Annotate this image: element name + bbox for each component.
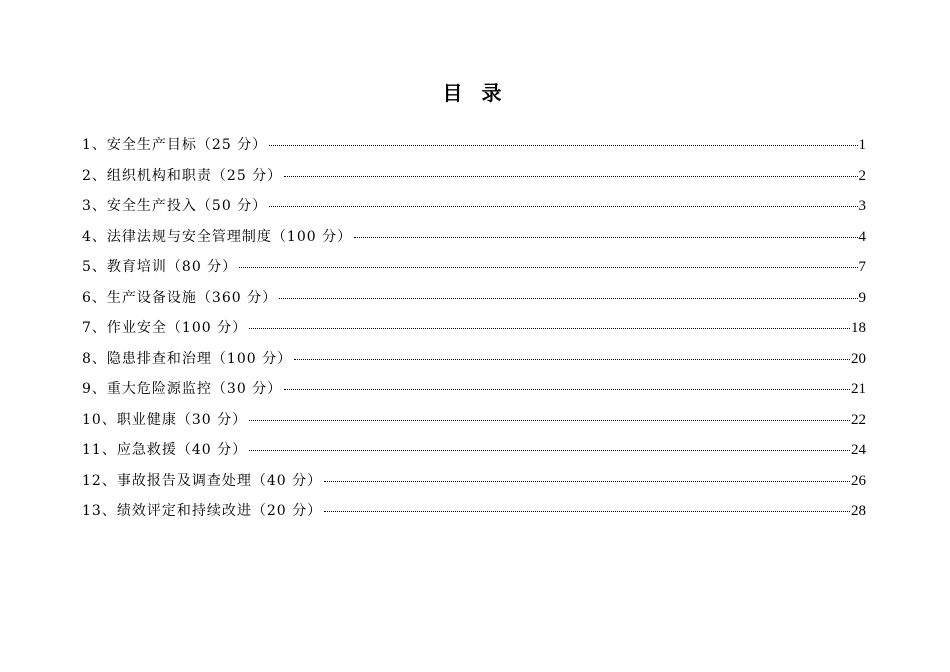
toc-entry-label: 7、作业安全（100 分） [82, 320, 248, 336]
toc-entry-page: 3 [858, 198, 866, 214]
toc-dot-leader [249, 327, 850, 329]
toc-dot-leader [324, 510, 850, 512]
toc-title: 目 录 [442, 81, 508, 105]
toc-dot-leader [284, 175, 857, 177]
toc-entry[interactable] [82, 164, 866, 195]
toc-dot-leader [284, 388, 850, 390]
toc-entry-label: 9、重大危险源监控（30 分） [82, 381, 283, 397]
toc-entry[interactable] [82, 286, 866, 317]
toc-entry-label: 3、安全生产投入（50 分） [82, 198, 268, 214]
toc-dot-leader [269, 205, 857, 207]
toc-dot-leader [279, 297, 857, 299]
toc-entry-label: 12、事故报告及调查处理（40 分） [82, 472, 323, 489]
toc-dot-leader [354, 236, 857, 238]
toc-entry[interactable] [82, 194, 866, 225]
toc-entry-page: 26 [851, 472, 866, 489]
toc-dot-leader [249, 419, 850, 421]
toc-entry[interactable] [82, 316, 866, 347]
toc-entry-page: 18 [851, 320, 866, 336]
toc-entry-label: 5、教育培训（80 分） [82, 259, 238, 275]
toc-entry-page: 24 [851, 442, 866, 458]
toc-entry-label: 13、绩效评定和持续改进（20 分） [82, 503, 323, 519]
toc-entry-label: 2、组织机构和职责（25 分） [82, 167, 283, 184]
toc-entry[interactable] [82, 469, 866, 500]
toc-entry-page: 28 [851, 503, 866, 519]
toc-entry-label: 11、应急救援（40 分） [82, 442, 248, 458]
toc-entry-label: 10、职业健康（30 分） [82, 411, 248, 428]
toc-dot-leader [249, 449, 850, 451]
toc-dot-leader [294, 358, 850, 360]
toc-entry[interactable] [82, 408, 866, 439]
toc-dot-leader [269, 144, 857, 146]
toc-entry-page: 4 [858, 228, 866, 245]
toc-entry-label: 8、隐患排查和治理（100 分） [82, 350, 293, 367]
toc-entry-label: 4、法律法规与安全管理制度（100 分） [82, 228, 353, 245]
toc-entry[interactable] [82, 377, 866, 408]
toc-entry-page: 22 [851, 411, 866, 428]
toc-entry-page: 9 [858, 289, 866, 306]
toc-entry-page: 21 [851, 381, 866, 397]
toc-entry-label: 6、生产设备设施（360 分） [82, 289, 278, 306]
toc-dot-leader [324, 480, 850, 482]
toc-list [82, 133, 866, 530]
toc-entry-page: 20 [851, 350, 866, 367]
toc-entry-page: 2 [858, 167, 866, 184]
toc-entry[interactable] [82, 255, 866, 286]
toc-entry[interactable] [82, 438, 866, 469]
toc-entry[interactable] [82, 499, 866, 530]
toc-dot-leader [239, 266, 857, 268]
toc-entry[interactable] [82, 225, 866, 256]
toc-entry[interactable] [82, 347, 866, 378]
toc-entry[interactable] [82, 133, 866, 164]
toc-entry-page: 7 [858, 259, 866, 275]
toc-entry-label: 1、安全生产目标（25 分） [82, 137, 268, 153]
toc-entry-page: 1 [858, 137, 866, 153]
